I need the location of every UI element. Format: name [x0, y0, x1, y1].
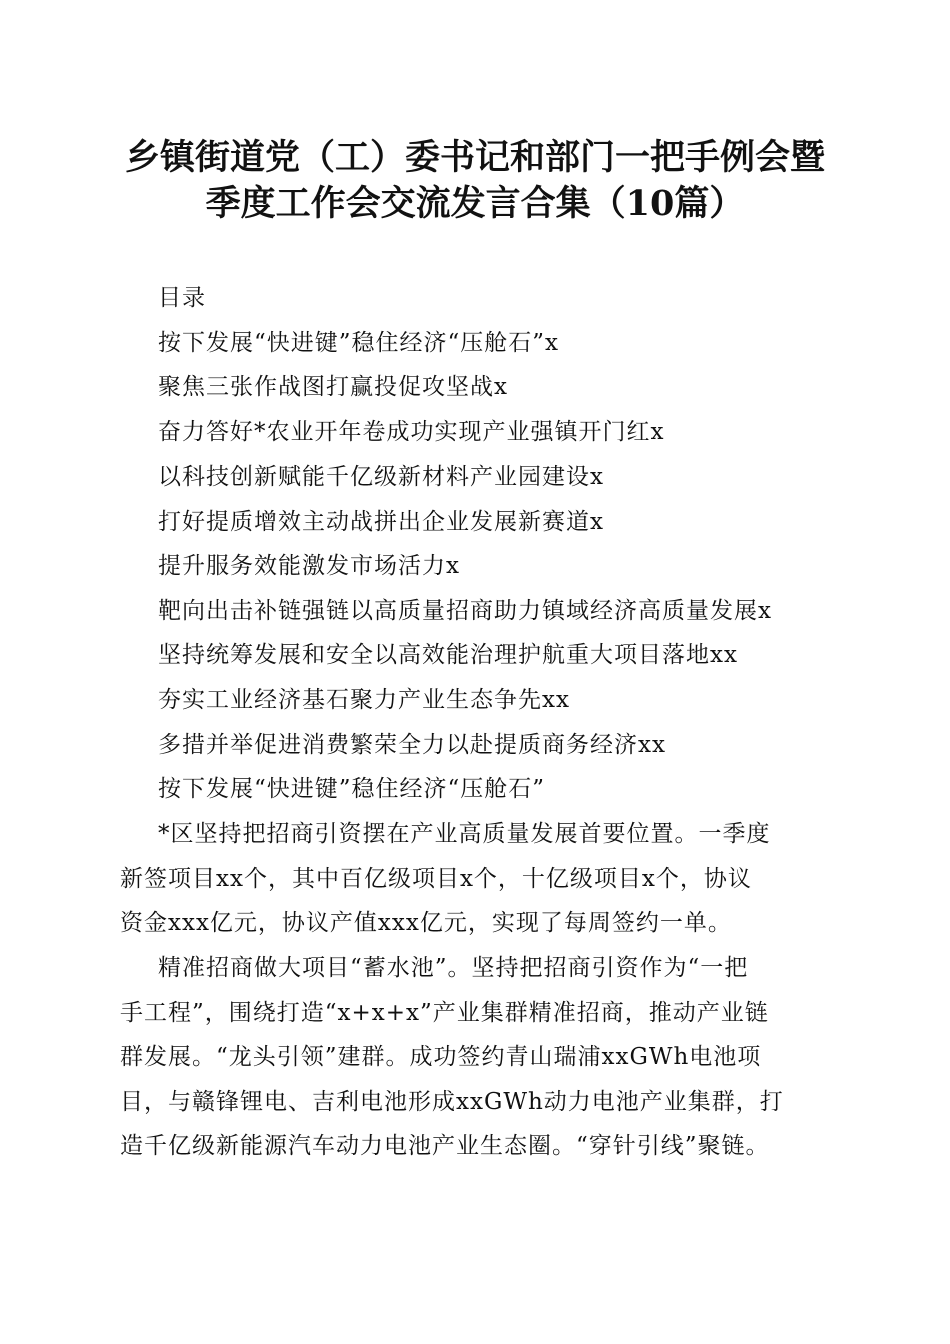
toc-item[interactable]: 坚持统筹发展和安全以高效能治理护航重大项目落地xx [158, 642, 738, 668]
toc-item[interactable]: 奋力答好*农业开年卷成功实现产业强镇开门红x [158, 419, 665, 445]
toc-item[interactable]: 打好提质增效主动战拼出企业发展新赛道x [158, 509, 604, 535]
paragraph-2-line: 手工程”，围绕打造“x+x+x”产业集群精准招商，推动产业链 [120, 1000, 769, 1026]
paragraph-1-line: 新签项目xx个，其中百亿级项目x个，十亿级项目x个，协议 [120, 866, 752, 892]
toc-item[interactable]: 多措并举促进消费繁荣全力以赴提质商务经济xx [158, 732, 666, 758]
document-title-line-1: 乡镇街道党（工）委书记和部门一把手例会暨 [124, 137, 825, 178]
toc-heading: 目录 [158, 285, 206, 311]
paragraph-2-line: 造千亿级新能源汽车动力电池产业生态圈。“穿针引线”聚链。 [120, 1133, 770, 1159]
toc-item[interactable]: 夯实工业经济基石聚力产业生态争先xx [158, 687, 570, 713]
document-title-line-2: 季度工作会交流发言合集（10篇） [205, 183, 745, 224]
paragraph-2-line: 群发展。“龙头引领”建群。成功签约青山瑞浦xxGWh电池项 [120, 1044, 762, 1070]
paragraph-2-line: 精准招商做大项目“蓄水池”。坚持把招商引资作为“一把 [158, 955, 749, 981]
paragraph-2-line: 目，与赣锋锂电、吉利电池形成xxGWh动力电池产业集群，打 [120, 1089, 784, 1115]
toc-item[interactable]: 聚焦三张作战图打赢投促攻坚战x [158, 374, 508, 400]
toc-item[interactable]: 以科技创新赋能千亿级新材料产业园建设x [158, 464, 604, 490]
section-title: 按下发展“快进键”稳住经济“压舱石” [158, 776, 546, 802]
toc-item[interactable]: 靶向出击补链强链以高质量招商助力镇域经济高质量发展x [158, 598, 772, 624]
toc-item[interactable]: 按下发展“快进键”稳住经济“压舱石”x [158, 330, 560, 356]
paragraph-1-line: 资金xxx亿元，协议产值xxx亿元，实现了每周签约一单。 [120, 910, 732, 936]
toc-item[interactable]: 提升服务效能激发市场活力x [158, 553, 460, 579]
paragraph-1-line: *区坚持把招商引资摆在产业高质量发展首要位置。一季度 [158, 821, 771, 847]
